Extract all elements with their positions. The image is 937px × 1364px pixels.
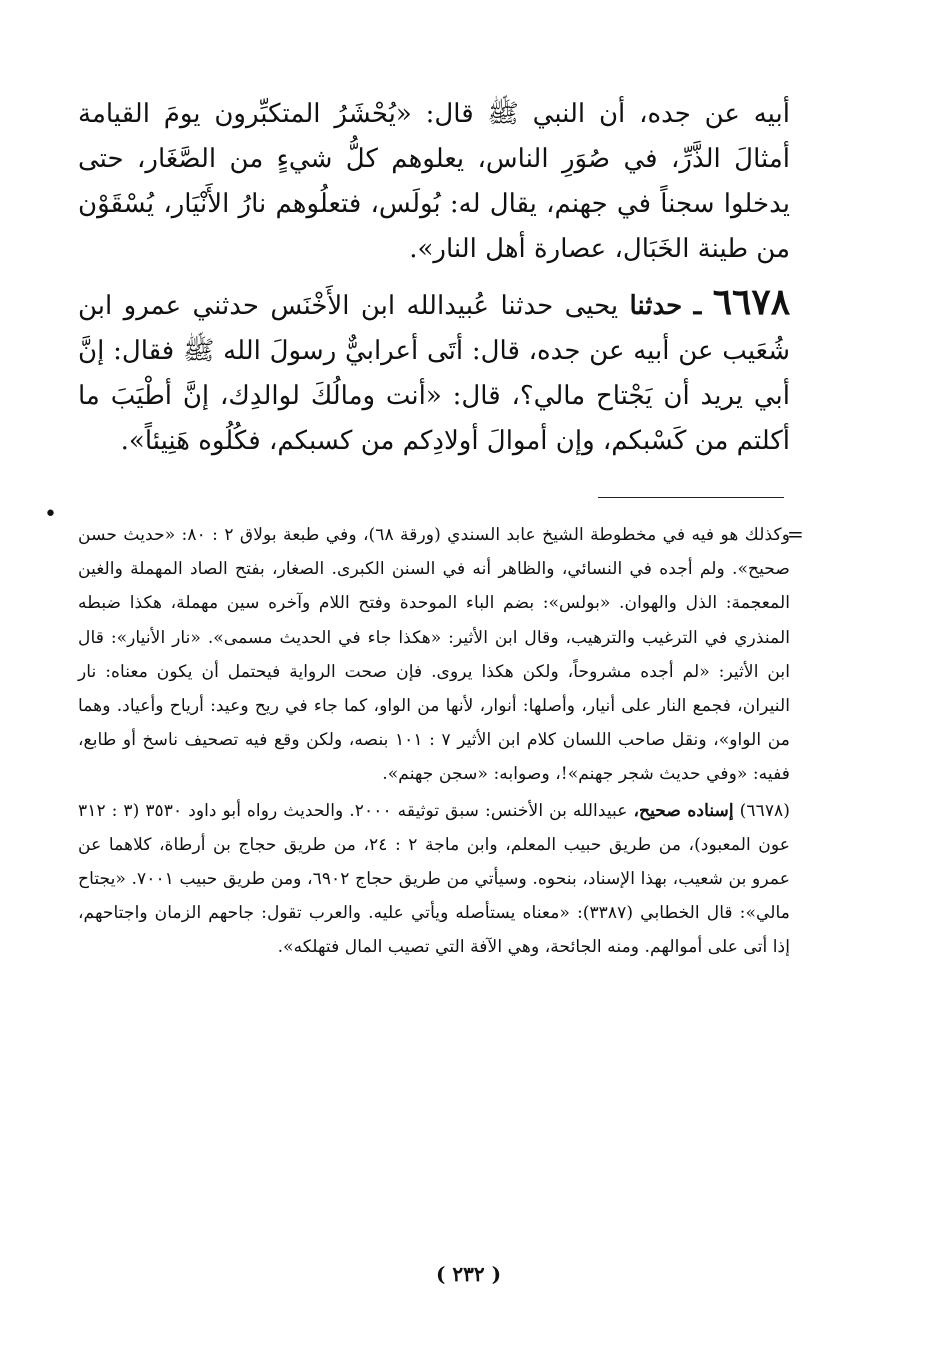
hadith-body: يحيى حدثنا عُبيدالله ابن الأَخْنَس حدثني عمرو ابن شُعَيب عن أبيه عن جده، قال: أتَى أعرابيٌّ رسولَ الله ﷺ فقال: إنَّ أبي يريد أن يَجْتاح مالي؟، قال: «أنت ومالُكَ لوالدِك، إنَّ أطْيَبَ ما أكلتم من كَسْبكم، وإن أموالَ أولادِكم من كسبكم، فكُلُوه هَنِيئاً». bbox=[78, 291, 790, 456]
footnotes bbox=[78, 518, 790, 965]
hadith-6678 bbox=[78, 280, 790, 464]
hadith-lead: حدثنا bbox=[629, 291, 683, 321]
paragraph-spacer bbox=[78, 272, 790, 280]
page-number: ( ٢٣٢ ) bbox=[435, 1262, 502, 1286]
footnote-divider bbox=[598, 497, 784, 498]
footnote-body: عبيدالله بن الأخنس: سبق توثيقه ٢٠٠٠. والحديث رواه أبو داود ٣٥٣٠ (٣ : ٣١٢ عون المعبود)، من طريق حبيب المعلم، وابن ماجة ٢ : ٢٤، من طريق حجاج بن أرطاة، كلاهما عن عمرو بن شعيب، بهذا الإسناد، بنحوه. وسيأتي من طريق حجاج ٦٩٠٢، ومن طريق حبيب ٧٠٠١. «يجتاح مالي»: قال الخطابي (٣٣٨٧): «معناه يستأصله ويأتي عليه. والعرب تقول: جاحهم الزمان واجتاحهم، إذا أتى على أموالهم. ومنه الجائحة، وهي الآفة التي تصيب المال فتهلكه». bbox=[78, 800, 790, 958]
hadith-dash: ـ bbox=[693, 291, 702, 321]
main-text bbox=[78, 92, 790, 464]
footnote-number: (٦٦٧٨) bbox=[739, 800, 791, 821]
margin-dot: • bbox=[44, 502, 57, 527]
footnote-continuation: وكذلك هو فيه في مخطوطة الشيخ عابد السندي (ورقة ٦٨)، وفي طبعة بولاق ٢ : ٨٠: «حديث حسن صحيح». ولم أجده في النسائي، والظاهر أنه في السنن الكبرى. الصغار، بفتح الصاد المهملة والغين المعجمة: الذل والهوان. «بولس»: بضم الباء الموحدة وفتح اللام وآخره سين مهملة، هكذا ضبطه المنذري في الترغيب والترهيب، وقال ابن الأثير: «هكذا جاء في الحديث مسمى». «نار الأنيار»: قال ابن الأثير: «لم أجده مشروحاً، ولكن هكذا يروى. فإن صحت الرواية فيحتمل أن يكون معناه: نار النيران، فجمع النار على أنيار، وأصلها: أنوار، لأنها من الواو، كما جاء في ريح وعيد: أرياح وأعياد. وهما من الواو»، ونقل صاحب اللسان كلام ابن الأثير ٧ : ١٠١ بنصه، ولكن وقع فيه تصحيف ناسخ أو طابع، ففيه: «وفي حديث شجر جهنم»!، وصوابه: «سجن جهنم». bbox=[78, 525, 791, 785]
footnote-grading: إسناده صحيح، bbox=[633, 800, 734, 821]
continuation-mark: = bbox=[787, 522, 804, 546]
hadith-number: ٦٦٧٨ bbox=[712, 281, 791, 323]
footnote-6678 bbox=[78, 794, 790, 965]
hadith-continuation: أبيه عن جده، أن النبي ﷺ قال: «يُحْشَرُ المتكبِّرون يومَ القيامة أمثالَ الذَّرِّ، في صُوَرِ الناس، يعلوهم كلُّ شيءٍ من الصَّغَار، حتى يدخلوا سجناً في جهنم، يقال له: بُولَس، فتعلُوهم نارُ الأَنْيَار، يُسْقَوْن من طينة الخَبَال، عصارة أهل النار». bbox=[78, 99, 790, 264]
